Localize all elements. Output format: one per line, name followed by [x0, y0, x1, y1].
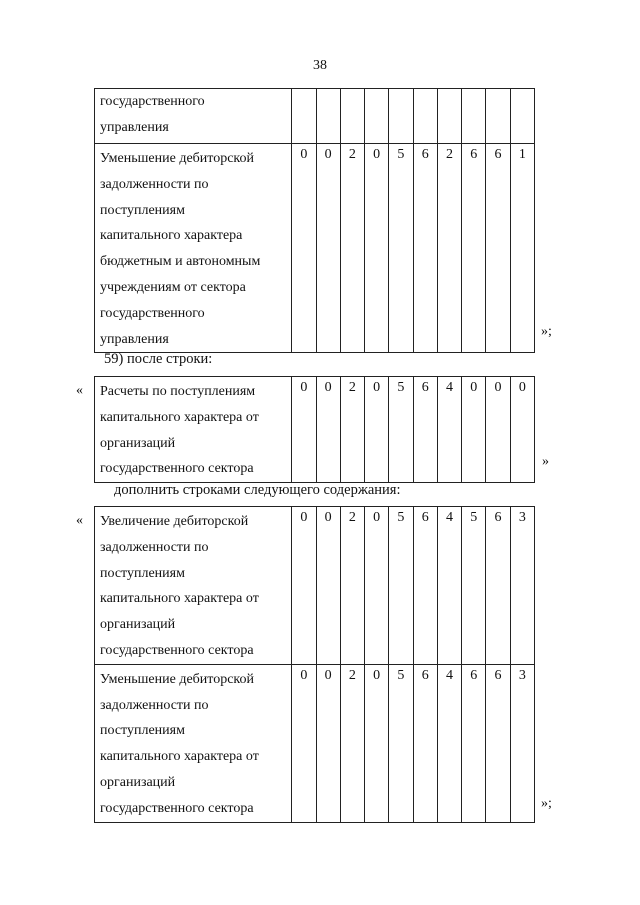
code-cell	[413, 89, 437, 144]
closing-quote: »;	[541, 324, 552, 339]
closing-quote: »	[542, 454, 549, 469]
table-row	[95, 664, 535, 822]
description-line: поступлениям	[100, 202, 185, 218]
code-cell: 4	[437, 664, 461, 822]
description-line: поступлениям	[100, 723, 185, 739]
description-line: поступлениям	[100, 565, 185, 581]
code-cell	[340, 89, 364, 144]
table-reference-row	[94, 376, 535, 483]
code-cell	[510, 89, 534, 144]
code-cell	[462, 89, 486, 144]
description-line: Расчеты по поступлениям	[100, 384, 256, 399]
instruction-text: дополнить строками следующего содержания:	[114, 482, 401, 498]
description-line: управления	[100, 331, 169, 347]
code-cell: 0	[365, 664, 389, 822]
code-cell: 6	[486, 144, 510, 353]
code-cell: 0	[292, 144, 316, 353]
code-cell: 6	[413, 377, 437, 483]
description-line: Увеличение дебиторской	[100, 514, 249, 529]
description-line: государственного сектора	[100, 642, 254, 658]
code-cell: 0	[462, 377, 486, 483]
code-cell: 2	[340, 144, 364, 353]
opening-quote: «	[76, 513, 83, 528]
code-cell: 0	[292, 664, 316, 822]
description-line: капитального характера от	[100, 409, 259, 425]
description-line: государственного	[100, 305, 205, 321]
table-continuation	[94, 88, 535, 353]
code-cell: 3	[510, 664, 534, 822]
description-line: государственного	[100, 94, 205, 109]
code-cell: 6	[413, 664, 437, 822]
description-line: Уменьшение дебиторской	[100, 151, 255, 166]
closing-quote: »;	[541, 796, 552, 811]
row-description	[95, 377, 292, 483]
code-cell	[437, 89, 461, 144]
code-cell	[316, 89, 340, 144]
code-cell: 0	[510, 377, 534, 483]
description-line: государственного сектора	[100, 800, 254, 816]
code-cell	[365, 89, 389, 144]
code-cell	[486, 89, 510, 144]
description-line: капитального характера	[100, 228, 243, 244]
code-cell: 0	[365, 377, 389, 483]
code-cell: 0	[292, 507, 316, 665]
code-cell	[389, 89, 413, 144]
code-cell: 6	[486, 664, 510, 822]
code-cell: 0	[292, 377, 316, 483]
table-row	[95, 144, 535, 353]
code-cell: 6	[486, 507, 510, 665]
description-line: задолженности по	[100, 539, 209, 555]
description-line: организаций	[100, 435, 176, 451]
table-new-rows	[94, 506, 535, 823]
table-row	[95, 89, 535, 144]
code-cell: 2	[340, 377, 364, 483]
code-cell: 5	[389, 507, 413, 665]
code-cell: 3	[510, 507, 534, 665]
code-cell: 5	[462, 507, 486, 665]
code-cell	[292, 89, 316, 144]
code-cell: 2	[340, 664, 364, 822]
code-cell: 6	[462, 664, 486, 822]
row-description	[95, 507, 292, 665]
description-line: бюджетным и автономным	[100, 254, 261, 270]
row-description	[95, 144, 292, 353]
code-cell: 2	[340, 507, 364, 665]
code-cell: 0	[365, 144, 389, 353]
description-line: государственного сектора	[100, 461, 254, 477]
code-cell: 0	[486, 377, 510, 483]
description-line: капитального характера от	[100, 591, 259, 607]
description-line: капитального характера от	[100, 749, 259, 765]
code-cell: 5	[389, 377, 413, 483]
code-cell: 6	[413, 507, 437, 665]
code-cell: 5	[389, 664, 413, 822]
description-line: учреждениям от сектора	[100, 279, 246, 295]
code-cell: 4	[437, 377, 461, 483]
row-description	[95, 89, 292, 144]
code-cell: 0	[365, 507, 389, 665]
code-cell: 6	[413, 144, 437, 353]
code-cell: 2	[437, 144, 461, 353]
description-line: Уменьшение дебиторской	[100, 671, 255, 687]
code-cell: 0	[316, 664, 340, 822]
table-row	[95, 377, 535, 483]
code-cell: 0	[316, 507, 340, 665]
description-line: управления	[100, 120, 169, 135]
code-cell: 6	[462, 144, 486, 353]
code-cell: 0	[316, 144, 340, 353]
description-line: организаций	[100, 617, 176, 633]
description-line: организаций	[100, 774, 176, 790]
opening-quote: «	[76, 383, 83, 398]
row-description	[95, 664, 292, 822]
code-cell: 5	[389, 144, 413, 353]
page-number: 38	[313, 58, 327, 73]
instruction-text: 59) после строки:	[104, 351, 213, 367]
description-line: задолженности по	[100, 697, 209, 713]
description-line: задолженности по	[100, 176, 209, 192]
code-cell: 4	[437, 507, 461, 665]
code-cell: 0	[316, 377, 340, 483]
code-cell: 1	[510, 144, 534, 353]
table-row	[95, 507, 535, 665]
